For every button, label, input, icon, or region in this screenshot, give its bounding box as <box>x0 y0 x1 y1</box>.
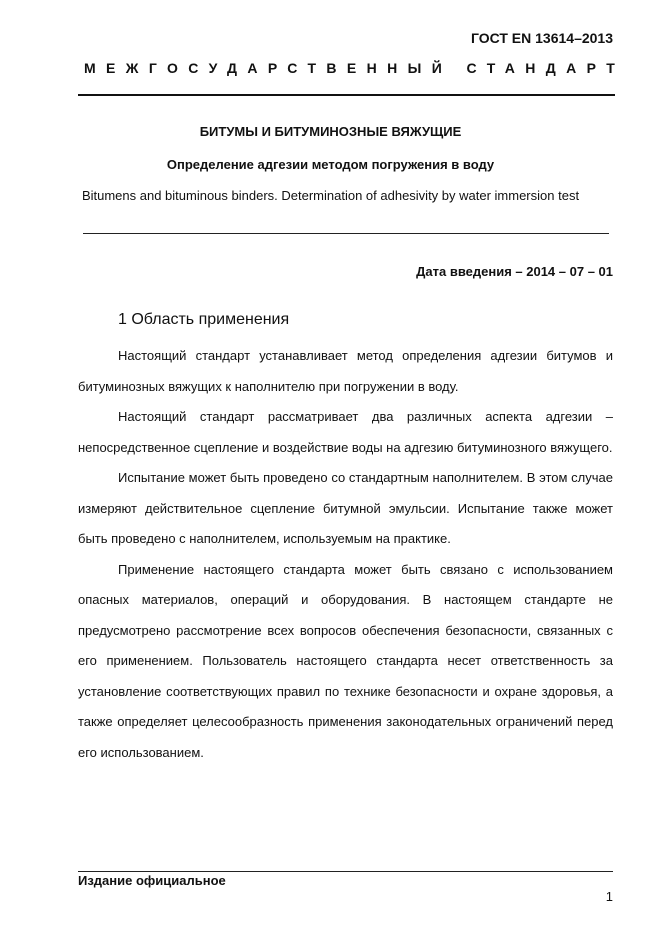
paragraph: Настоящий стандарт рассматривает два различных аспекта адгезии – непосредственное сцепление и воздействие воды на адгезию битуминозного вяжущего. <box>78 409 613 455</box>
paragraph: Испытание может быть проведено со стандартным наполнителем. В этом случае измеряют действительное сцепление битумной эмульсии. Испытание также может быть проведено с наполнителем, используемым на практике. <box>78 470 613 546</box>
edition-label: Издание официальное <box>78 873 226 888</box>
paragraph: Настоящий стандарт устанавливает метод определения адгезии битумов и битуминозных вяжущих к наполнителю при погружении в воду. <box>78 348 613 394</box>
document-title: БИТУМЫ И БИТУМИНОЗНЫЕ ВЯЖУЩИЕ <box>199 124 462 139</box>
introduction-date: Дата введения – 2014 – 07 – 01 <box>416 264 613 279</box>
footer-divider <box>78 871 613 872</box>
paragraph: Применение настоящего стандарта может быть связано с использованием опасных материалов, операций и оборудования. В настоящем стандарте не предусмотрено рассмотрение всех вопросов обеспечения безопасности, связанных с его применением. Пользователь настоящего стандарта несет ответственность за установление соответствующих правил по технике безопасности и охране здоровья, а также определяет целесообразность применения законодательных ограничений перед его использованием. <box>78 561 613 760</box>
gost-number: ГОСТ EN 13614–2013 <box>470 30 613 46</box>
document-subtitle: Определение адгезии методом погружения в воду <box>166 157 495 172</box>
section-body <box>78 341 613 768</box>
document-title-english: Bitumens and bituminous binders. Determination of adhesivity by water immersion test <box>81 188 580 203</box>
page-number: 1 <box>605 889 613 904</box>
interstate-standard-label: МЕЖГОСУДАРСТВЕННЫЙ СТАНДАРТ <box>84 60 626 76</box>
title-divider <box>83 233 609 234</box>
section-heading: 1 Область применения <box>118 311 290 328</box>
header-divider <box>78 94 615 96</box>
